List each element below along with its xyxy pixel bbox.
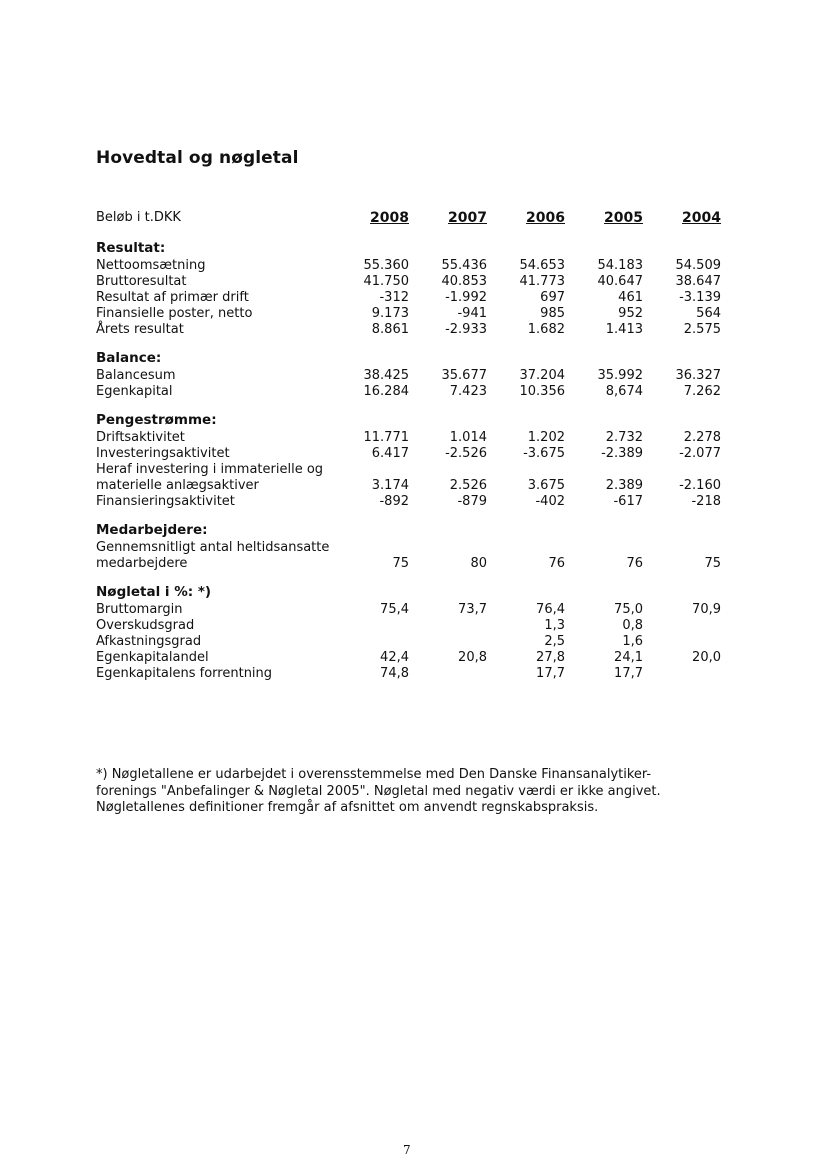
cell-value: -312	[379, 290, 409, 305]
row-label: Egenkapitalandel	[96, 650, 209, 665]
row-label: Resultat af primær drift	[96, 290, 249, 305]
table-row	[96, 384, 721, 400]
cell-value: 461	[618, 290, 643, 305]
table-row	[96, 274, 721, 290]
page-number: 7	[403, 1143, 411, 1157]
section-header-row	[96, 400, 721, 430]
cell-value: -2.077	[679, 446, 721, 461]
table-row	[96, 446, 721, 462]
cell-value	[331, 540, 409, 556]
year-header: 2005	[604, 210, 643, 226]
cell-value: 8.861	[371, 322, 409, 337]
cell-value: 16.284	[363, 384, 409, 399]
year-header: 2007	[448, 210, 487, 226]
cell-value: 952	[618, 306, 643, 321]
cell-value: 2.575	[683, 322, 721, 337]
section-header-row	[96, 510, 721, 540]
cell-value: 35.677	[441, 368, 487, 383]
cell-value: 73,7	[458, 602, 487, 617]
cell-value: 76	[626, 556, 643, 571]
year-header: 2006	[526, 210, 565, 226]
cell-value: -879	[457, 494, 487, 509]
table-row	[96, 650, 721, 666]
cell-value	[409, 618, 487, 634]
table-row	[96, 478, 721, 494]
cell-value	[643, 634, 721, 650]
table-row	[96, 306, 721, 322]
cell-value: 2.278	[683, 430, 721, 445]
cell-value: -617	[613, 494, 643, 509]
year-header: 2008	[370, 210, 409, 226]
cell-value: 7.423	[449, 384, 487, 399]
cell-value: 35.992	[597, 368, 643, 383]
section-heading: Balance:	[96, 350, 162, 366]
cell-value: 17,7	[614, 666, 643, 681]
cell-value: 40.647	[597, 274, 643, 289]
row-label: Heraf investering i immaterielle og	[96, 462, 324, 477]
cell-value: 54.509	[675, 258, 721, 273]
cell-value: 1.682	[527, 322, 565, 337]
footnote-line: forenings "Anbefalinger & Nøgletal 2005". Nøgletal med negativ værdi er ikke angivet.	[96, 783, 661, 799]
cell-value	[409, 634, 487, 650]
row-label: Afkastningsgrad	[96, 634, 202, 649]
cell-value	[643, 618, 721, 634]
cell-value: 20,8	[458, 650, 487, 665]
cell-value	[409, 666, 487, 682]
row-label: Årets resultat	[96, 322, 184, 337]
cell-value	[331, 634, 409, 650]
cell-value: 75,0	[614, 602, 643, 617]
cell-value: 564	[696, 306, 721, 321]
row-label: Balancesum	[96, 368, 176, 383]
cell-value: 3.675	[527, 478, 565, 493]
cell-value: 24,1	[614, 650, 643, 665]
cell-value: 38.647	[675, 274, 721, 289]
section-heading: Medarbejdere:	[96, 522, 208, 538]
table-row-continuation	[96, 462, 721, 478]
footnote	[96, 767, 736, 817]
cell-value	[565, 462, 643, 478]
cell-value: 2.389	[605, 478, 643, 493]
cell-value: -892	[379, 494, 409, 509]
section-heading: Pengestrømme:	[96, 412, 217, 428]
cell-value	[409, 462, 487, 478]
cell-value: -2.933	[445, 322, 487, 337]
cell-value: -3.139	[679, 290, 721, 305]
cell-value	[643, 540, 721, 556]
cell-value: 70,9	[692, 602, 721, 617]
cell-value: 17,7	[536, 666, 565, 681]
cell-value: -3.675	[523, 446, 565, 461]
table-row	[96, 258, 721, 274]
cell-value: 985	[540, 306, 565, 321]
cell-value: -2.160	[679, 478, 721, 493]
cell-value: 2,5	[544, 634, 565, 649]
row-label: Overskudsgrad	[96, 618, 195, 633]
table-row	[96, 494, 721, 510]
cell-value: 11.771	[363, 430, 409, 445]
row-label: Bruttomargin	[96, 602, 183, 617]
cell-value: 41.750	[363, 274, 409, 289]
cell-value: -2.526	[445, 446, 487, 461]
cell-value	[643, 462, 721, 478]
cell-value: 75	[392, 556, 409, 571]
cell-value: 40.853	[441, 274, 487, 289]
cell-value	[487, 540, 565, 556]
cell-value	[409, 540, 487, 556]
cell-value: 41.773	[519, 274, 565, 289]
row-label: Egenkapitalens forrentning	[96, 666, 273, 681]
row-label: Egenkapital	[96, 384, 173, 399]
cell-value: 38.425	[363, 368, 409, 383]
cell-value: 42,4	[380, 650, 409, 665]
cell-value: 6.417	[371, 446, 409, 461]
cell-value	[643, 666, 721, 682]
table-row	[96, 430, 721, 446]
row-label: Investeringsaktivitet	[96, 446, 230, 461]
section-header-row	[96, 572, 721, 602]
cell-value: 37.204	[519, 368, 565, 383]
row-label: Driftsaktivitet	[96, 430, 185, 445]
cell-value: 80	[470, 556, 487, 571]
section-header-row	[96, 228, 721, 258]
cell-value: 54.653	[519, 258, 565, 273]
page-title: Hovedtal og nøgletal	[96, 148, 299, 168]
cell-value: 75	[704, 556, 721, 571]
cell-value: 1,3	[544, 618, 565, 633]
table-row	[96, 618, 721, 634]
cell-value: 1.014	[449, 430, 487, 445]
section-heading: Nøgletal i %: *)	[96, 584, 212, 600]
cell-value: -218	[691, 494, 721, 509]
cell-value: 2.732	[605, 430, 643, 445]
cell-value: -941	[457, 306, 487, 321]
table-row	[96, 322, 721, 338]
section-header-row	[96, 338, 721, 368]
cell-value	[331, 462, 409, 478]
row-label: medarbejdere	[96, 556, 188, 571]
cell-value: 20,0	[692, 650, 721, 665]
row-label: Gennemsnitligt antal heltidsansatte	[96, 540, 330, 555]
unit-label: Beløb i t.DKK	[96, 210, 181, 225]
cell-value: 7.262	[683, 384, 721, 399]
row-label: Finansieringsaktivitet	[96, 494, 235, 509]
cell-value: -402	[535, 494, 565, 509]
cell-value: 1.202	[527, 430, 565, 445]
cell-value: 10.356	[519, 384, 565, 399]
table-header-row	[96, 210, 721, 228]
footnote-line: Nøgletallenes definitioner fremgår af afsnittet om anvendt regnskabspraksis.	[96, 800, 599, 815]
cell-value: 697	[540, 290, 565, 305]
cell-value: 55.436	[441, 258, 487, 273]
row-label: Finansielle poster, netto	[96, 306, 253, 321]
cell-value: 1.413	[605, 322, 643, 337]
row-label: Bruttoresultat	[96, 274, 187, 289]
cell-value: 9.173	[371, 306, 409, 321]
cell-value: 74,8	[380, 666, 409, 681]
cell-value	[487, 462, 565, 478]
cell-value: -2.389	[601, 446, 643, 461]
cell-value: -1.992	[445, 290, 487, 305]
cell-value: 8,674	[605, 384, 643, 399]
year-header: 2004	[682, 210, 721, 226]
table-row	[96, 602, 721, 618]
cell-value: 54.183	[597, 258, 643, 273]
table-row	[96, 290, 721, 306]
key-figures-table	[96, 210, 721, 682]
cell-value: 75,4	[380, 602, 409, 617]
table-row	[96, 634, 721, 650]
cell-value: 1,6	[622, 634, 643, 649]
section-heading: Resultat:	[96, 240, 166, 256]
row-label: materielle anlægsaktiver	[96, 478, 259, 493]
cell-value: 2.526	[449, 478, 487, 493]
cell-value: 76	[548, 556, 565, 571]
footnote-line: *) Nøgletallene er udarbejdet i overensstemmelse med Den Danske Finansanalytiker-	[96, 767, 652, 782]
row-label: Nettoomsætning	[96, 258, 206, 273]
cell-value: 27,8	[536, 650, 565, 665]
cell-value: 3.174	[371, 478, 409, 493]
cell-value: 36.327	[675, 368, 721, 383]
table-row	[96, 666, 721, 682]
cell-value: 76,4	[536, 602, 565, 617]
cell-value	[565, 540, 643, 556]
cell-value	[331, 618, 409, 634]
cell-value: 55.360	[363, 258, 409, 273]
cell-value: 0,8	[622, 618, 643, 633]
table-row-continuation	[96, 540, 721, 556]
table-row	[96, 556, 721, 572]
table-row	[96, 368, 721, 384]
